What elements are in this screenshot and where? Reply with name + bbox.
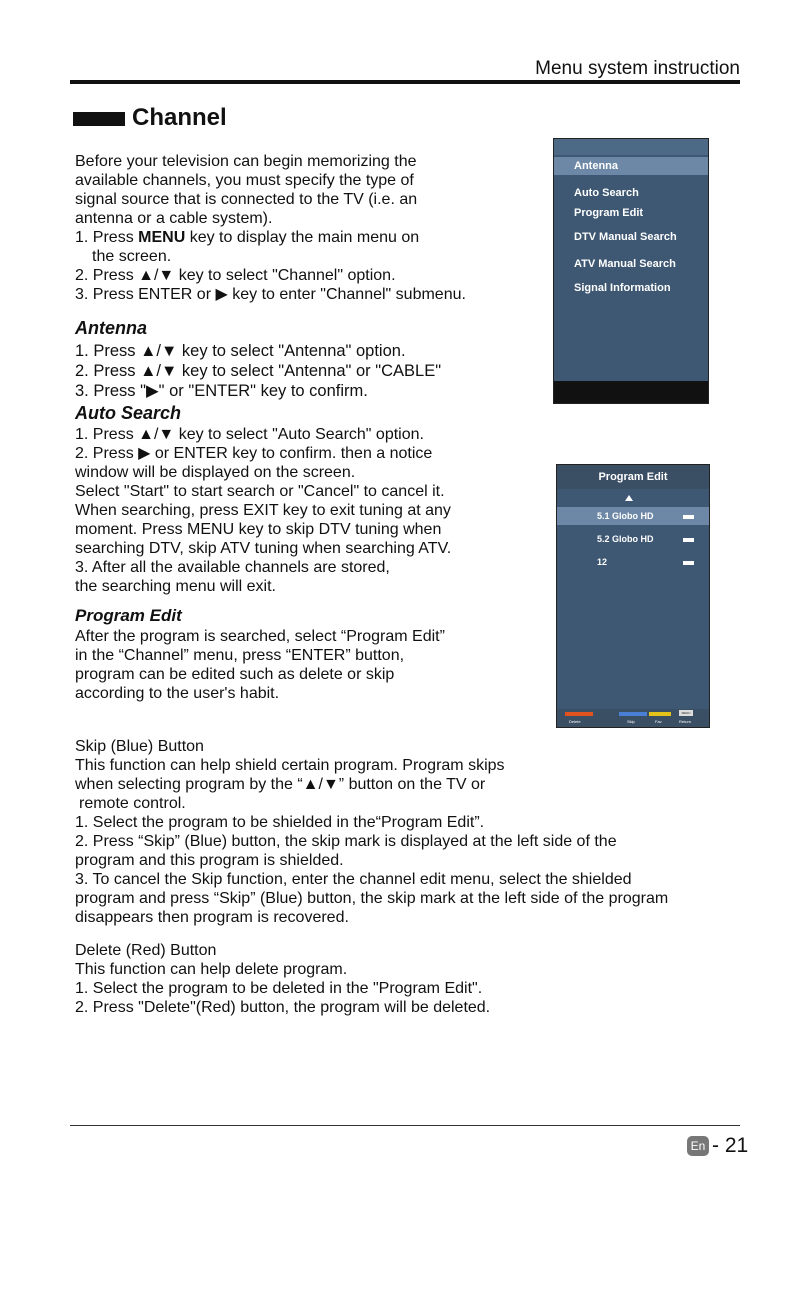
step-1 <box>75 228 545 247</box>
program-edit-heading: Program Edit <box>75 606 182 625</box>
skip-key-blue[interactable] <box>619 712 647 716</box>
fav-key-label: Fav <box>655 719 662 724</box>
delete-line: 1. Select the program to be deleted in the "Program Edit". <box>75 980 483 997</box>
skip-line: disappears then program is recovered. <box>75 909 349 926</box>
auto-search-heading: Auto Search <box>75 403 182 423</box>
menu-topbar <box>554 139 708 155</box>
step-1-text-end: key to display the main menu on <box>185 229 420 246</box>
page-number: - 21 <box>712 1134 749 1157</box>
program-row[interactable]: 12 <box>597 557 608 567</box>
section-marker <box>73 112 125 126</box>
step-1-text: 1. Press <box>75 229 139 246</box>
skip-block <box>75 737 715 927</box>
menu-item-dtv-manual-search[interactable]: DTV Manual Search <box>574 231 677 243</box>
menu-item-signal-information[interactable]: Signal Information <box>574 282 671 294</box>
skip-line: remote control. <box>79 795 186 812</box>
auto-search-line: 2. Press ▶ or ENTER key to confirm. then a notice <box>75 445 433 462</box>
menu-key-icon[interactable]: MENU <box>679 710 693 716</box>
auto-search-line: moment. Press MENU key to skip DTV tuning when <box>75 521 442 538</box>
menu-item-program-edit[interactable]: Program Edit <box>574 207 644 219</box>
antenna-line: 3. Press "▶" or "ENTER" key to confirm. <box>75 382 368 400</box>
program-mark-icon <box>683 538 694 542</box>
program-row[interactable]: 5.2 Globo HD <box>597 534 654 544</box>
fav-key-yellow[interactable] <box>649 712 671 716</box>
program-edit-line: according to the user's habit. <box>75 685 280 702</box>
antenna-line: 2. Press ▲/▼ key to select "Antenna" or "CABLE" <box>75 362 442 380</box>
menu-item-antenna[interactable]: Antenna <box>574 160 618 172</box>
skip-line: 1. Select the program to be shielded in the“Program Edit”. <box>75 814 485 831</box>
program-edit-line: After the program is searched, select “Program Edit” <box>75 628 445 645</box>
antenna-block <box>75 341 545 401</box>
auto-search-line: the searching menu will exit. <box>75 578 276 595</box>
return-key-label: Return <box>679 719 692 724</box>
language-badge: En <box>687 1136 709 1156</box>
program-edit-keybar <box>557 709 709 727</box>
skip-line: 3. To cancel the Skip function, enter the channel edit menu, select the shielded <box>75 871 632 888</box>
auto-search-block <box>75 425 545 596</box>
intro-block <box>75 152 545 304</box>
delete-heading: Delete (Red) Button <box>75 942 217 959</box>
delete-key-label: Delete <box>569 719 581 724</box>
menu-item-auto-search[interactable]: Auto Search <box>574 187 639 199</box>
running-header: Menu system instruction <box>535 58 740 79</box>
delete-key-red[interactable] <box>565 712 593 716</box>
auto-search-line: 1. Press ▲/▼ key to select "Auto Search" option. <box>75 426 424 443</box>
skip-line: program and press “Skip” (Blue) button, the skip mark at the left side of the program <box>75 890 669 907</box>
delete-line: 2. Press "Delete"(Red) button, the program will be deleted. <box>75 999 491 1016</box>
program-mark-icon <box>683 561 694 565</box>
program-edit-title: Program Edit <box>557 465 709 489</box>
auto-search-line: 3. After all the available channels are stored, <box>75 559 390 576</box>
program-mark-icon <box>683 515 694 519</box>
scroll-up-arrow-icon[interactable] <box>625 495 633 501</box>
program-row[interactable]: 5.1 Globo HD <box>597 511 654 521</box>
auto-search-line: window will be displayed on the screen. <box>75 464 356 481</box>
intro-line: antenna or a cable system). <box>75 210 273 227</box>
skip-line: program and this program is shielded. <box>75 852 344 869</box>
skip-line: when selecting program by the “▲/▼” button on the TV or <box>75 776 486 793</box>
section-title: Channel <box>132 104 227 131</box>
program-edit-block <box>75 627 545 703</box>
program-edit-line: in the “Channel” menu, press “ENTER” button, <box>75 647 405 664</box>
antenna-heading: Antenna <box>75 318 147 338</box>
menu-bottombar <box>554 381 708 403</box>
skip-line: 2. Press “Skip” (Blue) button, the skip mark is displayed at the left side of the <box>75 833 617 850</box>
footer-rule <box>70 1125 740 1126</box>
step-3: 3. Press ENTER or ▶ key to enter "Channel" submenu. <box>75 286 466 303</box>
delete-line: This function can help delete program. <box>75 961 348 978</box>
intro-line: signal source that is connected to the TV (i.e. an <box>75 191 418 208</box>
antenna-line: 1. Press ▲/▼ key to select "Antenna" option. <box>75 342 406 360</box>
intro-line: Before your television can begin memorizing the <box>75 153 417 170</box>
menu-key-label: MENU <box>138 229 186 246</box>
delete-block <box>75 941 715 1017</box>
program-edit-line: program can be edited such as delete or skip <box>75 666 395 683</box>
skip-line: This function can help shield certain program. Program skips <box>75 757 505 774</box>
intro-line: available channels, you must specify the type of <box>75 172 414 189</box>
header-rule <box>70 80 740 84</box>
skip-heading: Skip (Blue) Button <box>75 738 204 755</box>
auto-search-line: When searching, press EXIT key to exit tuning at any <box>75 502 451 519</box>
step-1-cont: the screen. <box>92 248 172 265</box>
program-edit-screenshot <box>556 464 710 728</box>
auto-search-line: searching DTV, skip ATV tuning when searching ATV. <box>75 540 452 557</box>
auto-search-line: Select "Start" to start search or "Cancel" to cancel it. <box>75 483 445 500</box>
channel-menu-screenshot <box>553 138 709 404</box>
menu-item-atv-manual-search[interactable]: ATV Manual Search <box>574 258 676 270</box>
skip-key-label: Skip <box>627 719 635 724</box>
step-2: 2. Press ▲/▼ key to select "Channel" option. <box>75 267 396 284</box>
